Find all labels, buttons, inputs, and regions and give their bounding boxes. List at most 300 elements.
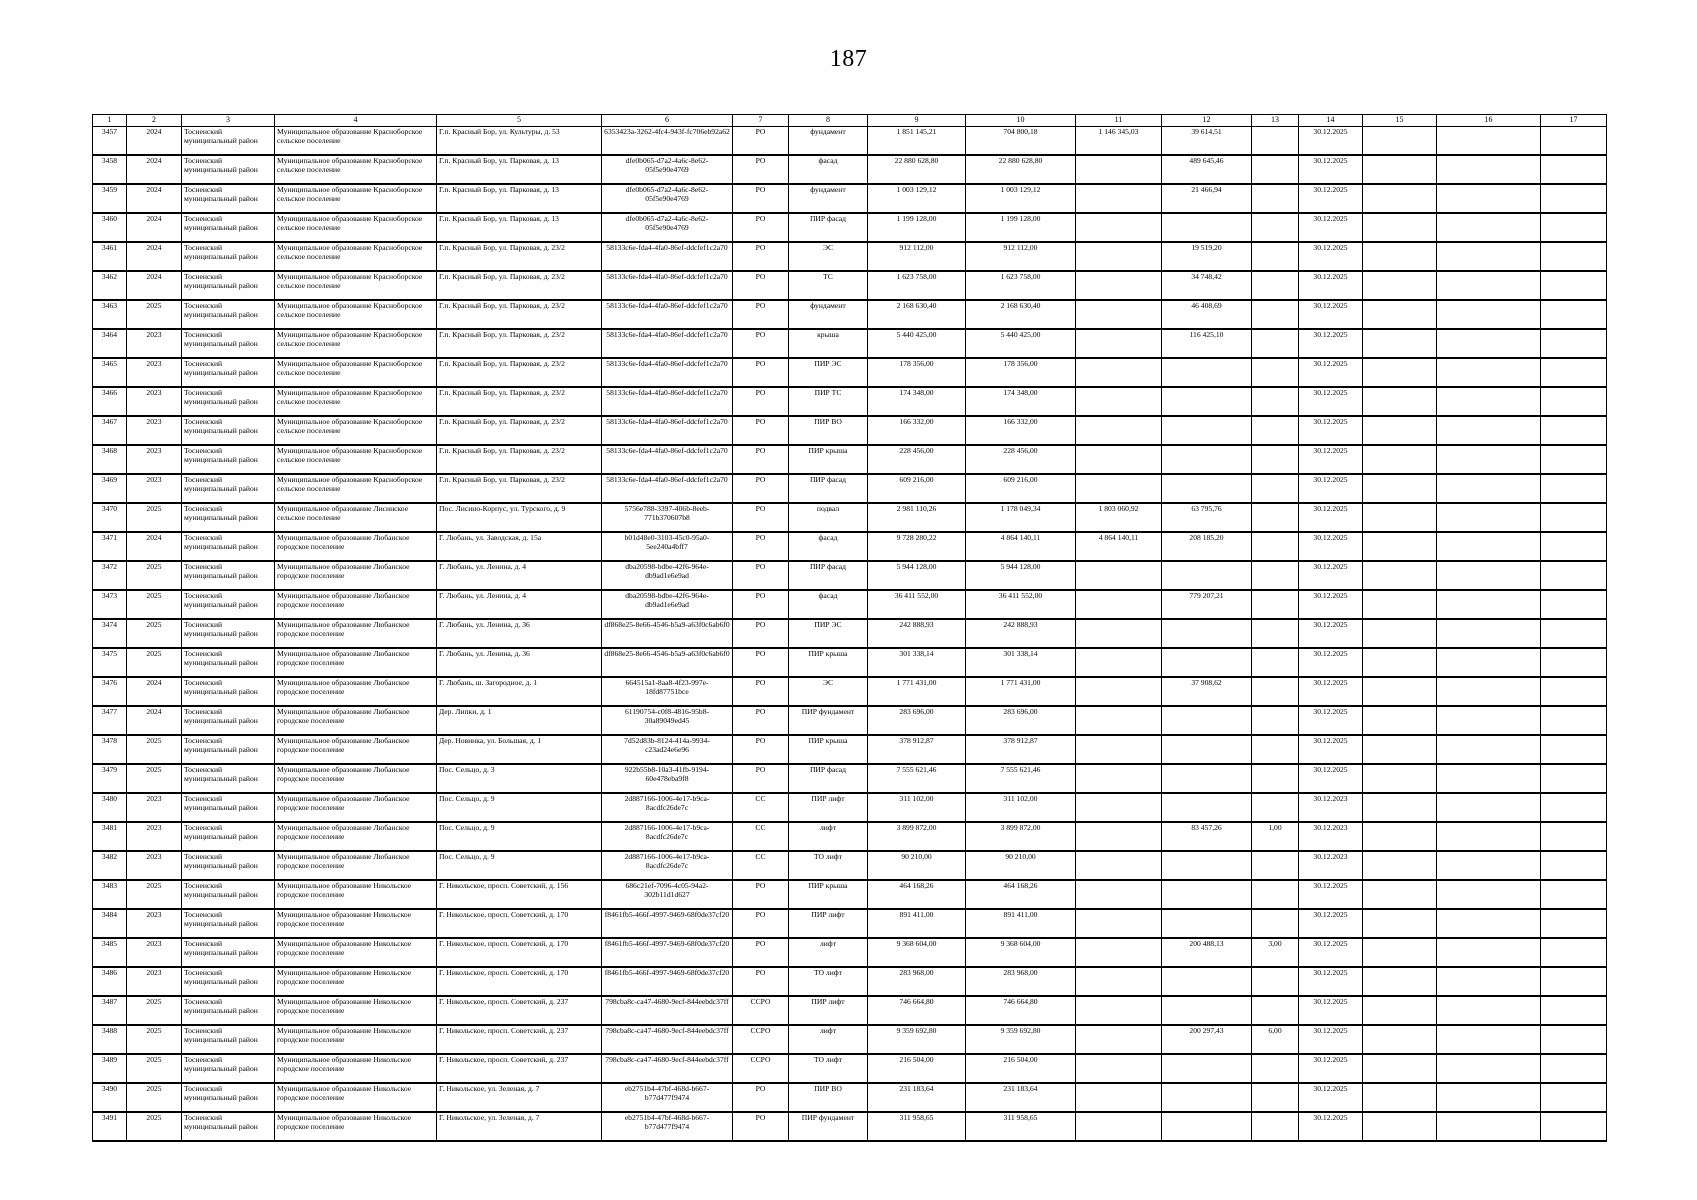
table-cell: подвал	[789, 503, 868, 532]
table-cell: 178 356,00	[868, 358, 966, 387]
table-cell: 3459	[93, 184, 127, 213]
table-row	[93, 677, 1607, 706]
table-cell: 3464	[93, 329, 127, 358]
table-cell	[1252, 967, 1299, 996]
table-cell	[1437, 996, 1541, 1025]
table-row	[93, 648, 1607, 677]
table-cell	[1541, 155, 1607, 184]
table-cell: 2023	[127, 967, 182, 996]
table-cell	[1252, 764, 1299, 793]
table-cell: 30.12.2025	[1299, 648, 1363, 677]
table-cell: Тосненский муниципальный район	[182, 1025, 275, 1054]
table-cell	[1076, 735, 1162, 764]
table-cell: Г.п. Красный Бор, ул. Парковая, д. 23/2	[437, 329, 602, 358]
table-cell: 3488	[93, 1025, 127, 1054]
table-cell: РО	[733, 300, 789, 329]
table-cell: Пос. Лисино-Корпус, ул. Турского, д. 9	[437, 503, 602, 532]
table-row	[93, 1083, 1607, 1112]
table-cell: Тосненский муниципальный район	[182, 561, 275, 590]
table-cell: 2023	[127, 793, 182, 822]
table-cell: Тосненский муниципальный район	[182, 967, 275, 996]
table-cell: df868e25-8e66-4546-b5a9-a63f0c6ab6f0	[602, 619, 733, 648]
table-cell	[1363, 271, 1437, 300]
table-cell: Муниципальное образование Лисинское сельское поселение	[275, 503, 437, 532]
table-cell: 30.12.2025	[1299, 764, 1363, 793]
table-cell	[1162, 474, 1252, 503]
table-cell	[1541, 329, 1607, 358]
table-cell: РО	[733, 880, 789, 909]
table-cell: Г.п. Красный Бор, ул. Парковая, д. 23/2	[437, 242, 602, 271]
table-cell: 5756e788-3397-406b-8eeb-771b370607b8	[602, 503, 733, 532]
table-cell: Г.п. Красный Бор, ул. Парковая, д. 23/2	[437, 300, 602, 329]
table-cell: 58133c6e-fda4-4fa0-86ef-ddcfef1c2a70	[602, 445, 733, 474]
table-cell: 2025	[127, 503, 182, 532]
table-cell: РО	[733, 735, 789, 764]
table-cell: фундамент	[789, 127, 868, 156]
table-cell: РО	[733, 387, 789, 416]
table-cell: ЭС	[789, 242, 868, 271]
table-cell	[1541, 880, 1607, 909]
table-cell: ПИР ВО	[789, 416, 868, 445]
table-cell: Муниципальное образование Никольское городское поселение	[275, 1112, 437, 1141]
table-cell: Муниципальное образование Любанское городское поселение	[275, 764, 437, 793]
table-cell: Пос. Сельцо, д. 3	[437, 764, 602, 793]
table-row	[93, 764, 1607, 793]
table-cell	[1437, 648, 1541, 677]
table-cell: 7d52d83b-8124-414a-9934-c23ad24e6e96	[602, 735, 733, 764]
table-cell: 3489	[93, 1054, 127, 1083]
column-number-header: 6	[602, 115, 733, 127]
table-cell: 3475	[93, 648, 127, 677]
table-cell: 228 456,00	[868, 445, 966, 474]
table-cell: 30.12.2023	[1299, 793, 1363, 822]
table-cell	[1252, 561, 1299, 590]
table-cell	[1541, 851, 1607, 880]
table-cell: 30.12.2025	[1299, 329, 1363, 358]
table-cell: РО	[733, 909, 789, 938]
table-row	[93, 590, 1607, 619]
table-cell	[1541, 996, 1607, 1025]
table-cell	[1076, 967, 1162, 996]
table-cell: 30.12.2025	[1299, 358, 1363, 387]
table-cell	[1252, 851, 1299, 880]
table-cell	[1541, 416, 1607, 445]
table-cell: ПИР ТС	[789, 387, 868, 416]
table-cell: РО	[733, 532, 789, 561]
table-cell: ССРО	[733, 1025, 789, 1054]
table-cell: Муниципальное образование Никольское городское поселение	[275, 1025, 437, 1054]
table-cell: 63 795,76	[1162, 503, 1252, 532]
table-cell	[1541, 445, 1607, 474]
table-cell	[1252, 909, 1299, 938]
table-row	[93, 271, 1607, 300]
table-cell	[1252, 445, 1299, 474]
table-cell: 664515a1-8aa8-4f23-997e-18fd87751bce	[602, 677, 733, 706]
table-cell: Г.п. Красный Бор, ул. Культуры, д. 53	[437, 127, 602, 156]
table-cell	[1541, 822, 1607, 851]
table-cell: РО	[733, 677, 789, 706]
table-row	[93, 619, 1607, 648]
table-cell: 2023	[127, 822, 182, 851]
table-cell: Муниципальное образование Никольское городское поселение	[275, 967, 437, 996]
table-cell	[1437, 793, 1541, 822]
table-cell: Г. Никольское, просп. Советский, д. 170	[437, 938, 602, 967]
table-cell	[1162, 561, 1252, 590]
column-number-header: 11	[1076, 115, 1162, 127]
table-cell: 1 199 128,00	[868, 213, 966, 242]
table-cell: 1 199 128,00	[966, 213, 1076, 242]
table-cell	[1363, 127, 1437, 156]
table-cell: Дер. Липки, д. 1	[437, 706, 602, 735]
table-cell: 228 456,00	[966, 445, 1076, 474]
table-cell	[1162, 880, 1252, 909]
table-row	[93, 329, 1607, 358]
table-cell: 9 368 604,00	[966, 938, 1076, 967]
table-row	[93, 851, 1607, 880]
table-cell: 283 696,00	[868, 706, 966, 735]
table-cell: 30.12.2025	[1299, 184, 1363, 213]
table-cell	[1076, 387, 1162, 416]
table-cell	[1363, 619, 1437, 648]
table-cell	[1437, 532, 1541, 561]
table-cell: Муниципальное образование Красноборское сельское поселение	[275, 155, 437, 184]
table-cell: РО	[733, 1112, 789, 1141]
table-cell: 9 359 692,80	[868, 1025, 966, 1054]
table-cell: ПИР ЭС	[789, 358, 868, 387]
table-cell: ССРО	[733, 1054, 789, 1083]
table-cell	[1363, 677, 1437, 706]
table-cell: 30.12.2025	[1299, 1025, 1363, 1054]
table-cell	[1363, 387, 1437, 416]
table-cell: крыша	[789, 329, 868, 358]
table-cell: Г. Никольское, просп. Советский, д. 237	[437, 1054, 602, 1083]
table-cell	[1363, 445, 1437, 474]
table-cell: Муниципальное образование Красноборское сельское поселение	[275, 416, 437, 445]
table-cell: 912 112,00	[966, 242, 1076, 271]
table-row	[93, 880, 1607, 909]
table-cell	[1541, 213, 1607, 242]
table-cell	[1076, 822, 1162, 851]
table-cell	[1076, 1112, 1162, 1141]
table-cell	[1437, 706, 1541, 735]
table-cell: ПИР фасад	[789, 561, 868, 590]
table-cell: Муниципальное образование Никольское городское поселение	[275, 909, 437, 938]
table-cell: 30.12.2025	[1299, 242, 1363, 271]
table-cell: РО	[733, 329, 789, 358]
table-cell: 3487	[93, 996, 127, 1025]
table-cell: РО	[733, 648, 789, 677]
table-cell: 2025	[127, 1054, 182, 1083]
table-cell	[1363, 735, 1437, 764]
table-cell: РО	[733, 561, 789, 590]
table-cell	[1076, 1025, 1162, 1054]
table-cell	[1076, 213, 1162, 242]
table-cell: РО	[733, 764, 789, 793]
table-cell	[1437, 416, 1541, 445]
table-cell	[1363, 358, 1437, 387]
table-cell	[1363, 793, 1437, 822]
table-cell	[1363, 242, 1437, 271]
table-cell: 5 440 425,00	[868, 329, 966, 358]
table-cell	[1541, 300, 1607, 329]
table-cell	[1363, 474, 1437, 503]
table-cell: 4 864 140,11	[1076, 532, 1162, 561]
table-cell	[1076, 938, 1162, 967]
table-cell: РО	[733, 590, 789, 619]
table-cell: 3477	[93, 706, 127, 735]
table-cell: РО	[733, 474, 789, 503]
table-cell	[1363, 213, 1437, 242]
table-cell: dfe0b065-d7a2-4a6c-8e62-05f5e90e4769	[602, 155, 733, 184]
table-cell: 30.12.2025	[1299, 909, 1363, 938]
table-cell	[1252, 474, 1299, 503]
table-cell	[1437, 619, 1541, 648]
table-cell: 2024	[127, 242, 182, 271]
table-cell: Г.п. Красный Бор, ул. Парковая, д. 13	[437, 184, 602, 213]
table-cell: РО	[733, 503, 789, 532]
table-cell: 891 411,00	[868, 909, 966, 938]
table-cell: Муниципальное образование Красноборское сельское поселение	[275, 329, 437, 358]
table-cell: 58133c6e-fda4-4fa0-86ef-ddcfef1c2a70	[602, 329, 733, 358]
table-cell: Тосненский муниципальный район	[182, 242, 275, 271]
table-cell: Пос. Сельцо, д. 9	[437, 793, 602, 822]
table-cell: Тосненский муниципальный район	[182, 213, 275, 242]
table-row	[93, 1025, 1607, 1054]
table-cell: 208 185,20	[1162, 532, 1252, 561]
table-cell: 3463	[93, 300, 127, 329]
table-row	[93, 822, 1607, 851]
table-cell	[1363, 822, 1437, 851]
table-row	[93, 793, 1607, 822]
table-cell: 3468	[93, 445, 127, 474]
table-cell: 3 899 872,00	[966, 822, 1076, 851]
table-row	[93, 1054, 1607, 1083]
table-cell	[1541, 1054, 1607, 1083]
table-cell: 58133c6e-fda4-4fa0-86ef-ddcfef1c2a70	[602, 416, 733, 445]
table-cell	[1162, 387, 1252, 416]
table-cell	[1076, 561, 1162, 590]
table-cell: Г.п. Красный Бор, ул. Парковая, д. 13	[437, 155, 602, 184]
table-cell	[1252, 127, 1299, 156]
table-cell: ССРО	[733, 996, 789, 1025]
table-cell: 37 908,62	[1162, 677, 1252, 706]
table-cell: РО	[733, 127, 789, 156]
table-cell: РО	[733, 213, 789, 242]
table-cell: Тосненский муниципальный район	[182, 648, 275, 677]
table-cell	[1363, 1025, 1437, 1054]
table-cell	[1437, 590, 1541, 619]
table-cell: ТС	[789, 271, 868, 300]
table-cell: Муниципальное образование Любанское городское поселение	[275, 648, 437, 677]
table-cell: 2025	[127, 735, 182, 764]
table-cell	[1252, 706, 1299, 735]
table-cell: 2 981 110,26	[868, 503, 966, 532]
table-cell: ПИР фасад	[789, 764, 868, 793]
table-cell	[1363, 503, 1437, 532]
table-cell: Муниципальное образование Любанское городское поселение	[275, 706, 437, 735]
table-cell	[1363, 329, 1437, 358]
table-cell: Муниципальное образование Любанское городское поселение	[275, 561, 437, 590]
table-cell: РО	[733, 445, 789, 474]
table-cell: 746 664,80	[868, 996, 966, 1025]
table-cell: Муниципальное образование Красноборское сельское поселение	[275, 127, 437, 156]
table-cell: 19 519,20	[1162, 242, 1252, 271]
table-cell: фундамент	[789, 184, 868, 213]
table-cell: 3476	[93, 677, 127, 706]
table-cell: 61190754-c0f8-4816-95b8-30a89049ed45	[602, 706, 733, 735]
table-cell: лифт	[789, 1025, 868, 1054]
table-cell: 1 623 758,00	[966, 271, 1076, 300]
table-cell	[1076, 1054, 1162, 1083]
table-cell: фундамент	[789, 300, 868, 329]
table-cell	[1541, 271, 1607, 300]
table-cell: ПИР ЭС	[789, 619, 868, 648]
table-row	[93, 735, 1607, 764]
table-cell	[1162, 909, 1252, 938]
table-cell: Тосненский муниципальный район	[182, 851, 275, 880]
table-cell: dba20598-bdbe-42f6-964e-db9ad1e6e9ad	[602, 561, 733, 590]
column-number-header: 2	[127, 115, 182, 127]
table-cell: Тосненский муниципальный район	[182, 503, 275, 532]
table-cell: Г.п. Красный Бор, ул. Парковая, д. 13	[437, 213, 602, 242]
table-row	[93, 300, 1607, 329]
table-row	[93, 445, 1607, 474]
table-cell	[1541, 909, 1607, 938]
table-cell: 36 411 552,00	[966, 590, 1076, 619]
table-cell: ПИР фундамент	[789, 1112, 868, 1141]
table-cell: Г.п. Красный Бор, ул. Парковая, д. 23/2	[437, 416, 602, 445]
table-cell: 464 168,26	[868, 880, 966, 909]
table-cell: 378 912,87	[868, 735, 966, 764]
table-cell	[1437, 300, 1541, 329]
table-cell	[1541, 387, 1607, 416]
table-cell: Муниципальное образование Красноборское сельское поселение	[275, 213, 437, 242]
table-cell: 1 178 049,34	[966, 503, 1076, 532]
table-cell: 1 003 129,12	[868, 184, 966, 213]
table-cell: 174 348,00	[966, 387, 1076, 416]
table-cell: 798cba8c-ca47-4680-9ecf-844eebdc37ff	[602, 1054, 733, 1083]
table-cell	[1252, 590, 1299, 619]
table-cell	[1541, 967, 1607, 996]
table-cell: Тосненский муниципальный район	[182, 619, 275, 648]
column-number-header: 5	[437, 115, 602, 127]
table-cell: 30.12.2025	[1299, 213, 1363, 242]
table-cell: ПИР крыша	[789, 648, 868, 677]
table-cell: ТО лифт	[789, 851, 868, 880]
column-number-header: 14	[1299, 115, 1363, 127]
table-cell: 231 183,64	[966, 1083, 1076, 1112]
table-cell	[1252, 416, 1299, 445]
table-cell: ЭС	[789, 677, 868, 706]
table-cell: 3,00	[1252, 938, 1299, 967]
table-cell: 2023	[127, 387, 182, 416]
table-cell: 58133c6e-fda4-4fa0-86ef-ddcfef1c2a70	[602, 242, 733, 271]
table-cell: РО	[733, 271, 789, 300]
table-cell: Муниципальное образование Любанское городское поселение	[275, 590, 437, 619]
table-cell: 2025	[127, 648, 182, 677]
table-cell: ПИР крыша	[789, 735, 868, 764]
column-number-header: 9	[868, 115, 966, 127]
table-cell	[1363, 155, 1437, 184]
table-cell: Муниципальное образование Любанское городское поселение	[275, 735, 437, 764]
table-cell: 5 944 128,00	[966, 561, 1076, 590]
table-cell	[1541, 677, 1607, 706]
table-cell: Тосненский муниципальный район	[182, 880, 275, 909]
column-number-header: 17	[1541, 115, 1607, 127]
table-cell: dfe0b065-d7a2-4a6c-8e62-05f5e90e4769	[602, 213, 733, 242]
table-cell	[1076, 909, 1162, 938]
table-cell	[1437, 1025, 1541, 1054]
table-cell: Г. Никольское, просп. Советский, д. 156	[437, 880, 602, 909]
table-cell	[1363, 851, 1437, 880]
table-cell: Тосненский муниципальный район	[182, 822, 275, 851]
table-cell: 2025	[127, 996, 182, 1025]
table-cell: 1 851 145,21	[868, 127, 966, 156]
table-row	[93, 155, 1607, 184]
table-cell	[1162, 996, 1252, 1025]
table-cell	[1541, 590, 1607, 619]
table-cell: Г. Любань, ул. Ленина, д. 36	[437, 619, 602, 648]
table-cell: 2023	[127, 358, 182, 387]
table-cell: 2023	[127, 909, 182, 938]
table-cell	[1437, 1083, 1541, 1112]
table-cell	[1162, 1112, 1252, 1141]
table-cell: Муниципальное образование Красноборское сельское поселение	[275, 242, 437, 271]
table-cell: РО	[733, 938, 789, 967]
table-cell	[1252, 619, 1299, 648]
table-cell	[1252, 677, 1299, 706]
table-cell: Муниципальное образование Красноборское сельское поселение	[275, 300, 437, 329]
table-cell	[1437, 503, 1541, 532]
table-cell: 1,00	[1252, 822, 1299, 851]
table-cell: 464 168,26	[966, 880, 1076, 909]
table-cell: 3458	[93, 155, 127, 184]
table-cell: 30.12.2025	[1299, 619, 1363, 648]
table-cell: 704 800,18	[966, 127, 1076, 156]
table-cell	[1252, 793, 1299, 822]
table-cell: Пос. Сельцо, д. 9	[437, 851, 602, 880]
table-cell	[1076, 619, 1162, 648]
table-cell: 83 457,26	[1162, 822, 1252, 851]
table-cell: 912 112,00	[868, 242, 966, 271]
table-cell: 30.12.2025	[1299, 677, 1363, 706]
table-cell: 2023	[127, 329, 182, 358]
table-cell	[1162, 445, 1252, 474]
column-number-header: 4	[275, 115, 437, 127]
table-cell: Муниципальное образование Любанское городское поселение	[275, 677, 437, 706]
table-cell: Тосненский муниципальный район	[182, 735, 275, 764]
table-cell: 9 359 692,80	[966, 1025, 1076, 1054]
table-cell: 178 356,00	[966, 358, 1076, 387]
table-cell: 2023	[127, 851, 182, 880]
table-cell: 3461	[93, 242, 127, 271]
table-cell: 922b55b8-10a3-41fb-9194-60e478eba9f8	[602, 764, 733, 793]
table-cell: 283 968,00	[966, 967, 1076, 996]
table-cell: 30.12.2025	[1299, 532, 1363, 561]
table-cell	[1252, 880, 1299, 909]
table-cell: 30.12.2025	[1299, 706, 1363, 735]
table-cell	[1252, 387, 1299, 416]
table-row	[93, 909, 1607, 938]
table-cell: 30.12.2025	[1299, 127, 1363, 156]
table-cell: 7 555 621,46	[966, 764, 1076, 793]
table-cell	[1541, 127, 1607, 156]
table-cell: 58133c6e-fda4-4fa0-86ef-ddcfef1c2a70	[602, 474, 733, 503]
table-cell: Г. Никольское, ул. Зеленая, д. 7	[437, 1083, 602, 1112]
table-cell: 3481	[93, 822, 127, 851]
table-cell: Тосненский муниципальный район	[182, 127, 275, 156]
table-cell: 3486	[93, 967, 127, 996]
